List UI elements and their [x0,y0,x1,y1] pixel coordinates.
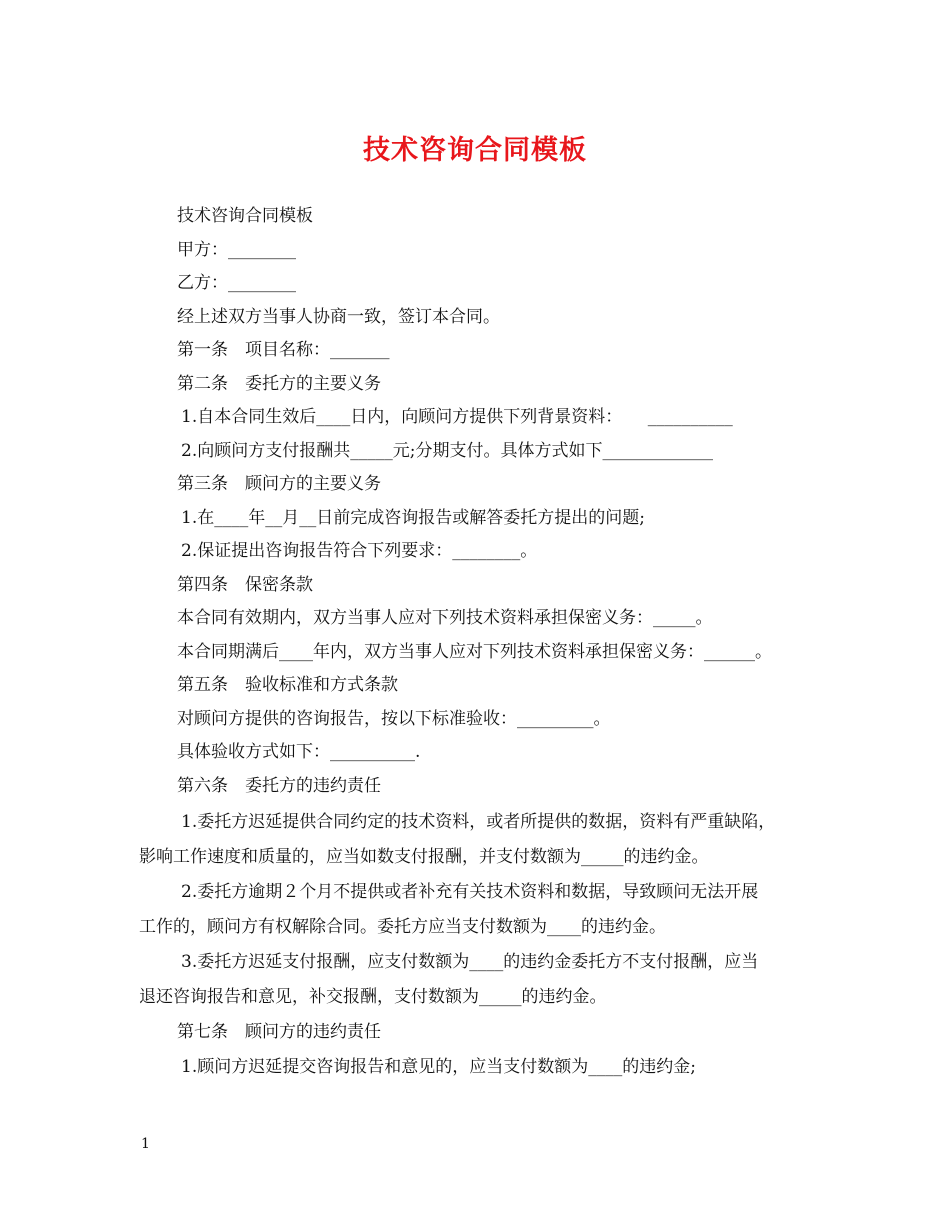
text-line: 第三条 顾问方的主要义务 [177,474,381,494]
text-line: 本合同期满后____年内，双方当事人应对下列技术资料承担保密义务：______。 [177,642,772,662]
text-line: 技术咨询合同模板 [177,206,313,226]
text-line: 第七条 顾问方的违约责任 [177,1022,381,1042]
text-line: 1.委托方迟延提供合同约定的技术资料，或者所提供的数据，资料有严重缺陷， [181,812,776,832]
text-line: 具体验收方式如下：__________. [177,742,421,762]
text-line: 2.保证提出咨询报告符合下列要求：________。 [181,541,538,561]
text-line: 甲方：________ [177,240,296,260]
text-line: 工作的，顾问方有权解除合同。委托方应当支付数额为____的违约金。 [139,917,666,937]
text-line: 第五条 验收标准和方式条款 [177,675,398,695]
text-line: 2.向顾问方支付报酬共_____元;分期支付。具体方式如下_____________ [181,441,713,461]
text-line: 本合同有效期内，双方当事人应对下列技术资料承担保密义务：_____。 [177,608,713,628]
text-line: 经上述双方当事人协商一致，签订本合同。 [177,307,500,327]
text-line: 第二条 委托方的主要义务 [177,374,381,394]
text-line: 1.顾问方迟延提交咨询报告和意见的，应当支付数额为____的违约金; [181,1057,696,1077]
text-line: 3.委托方迟延支付报酬，应支付数额为____的违约金委托方不支付报酬，应当 [181,952,759,972]
text-line: 退还咨询报告和意见，补交报酬，支付数额为_____的违约金。 [139,987,607,1007]
document-title: 技术咨询合同模板 [363,135,587,166]
text-line: 1.在____年__月__日前完成咨询报告或解答委托方提出的问题; [181,508,645,528]
text-line: 2.委托方逾期２个月不提供或者补充有关技术资料和数据，导致顾问无法开展 [181,882,759,902]
text-line: 第一条 项目名称：_______ [177,340,390,360]
text-line: 1.自本合同生效后____日内，向顾问方提供下列背景资料： __________ [181,407,733,427]
page-number: 1 [141,1136,150,1152]
text-line: 第四条 保密条款 [177,575,313,595]
text-line: 对顾问方提供的咨询报告，按以下标准验收：_________。 [177,709,611,729]
text-line: 第六条 委托方的违约责任 [177,776,381,796]
text-line: 影响工作速度和质量的，应当如数支付报酬，并支付数额为_____的违约金。 [139,847,709,867]
text-line: 乙方：________ [177,273,296,293]
